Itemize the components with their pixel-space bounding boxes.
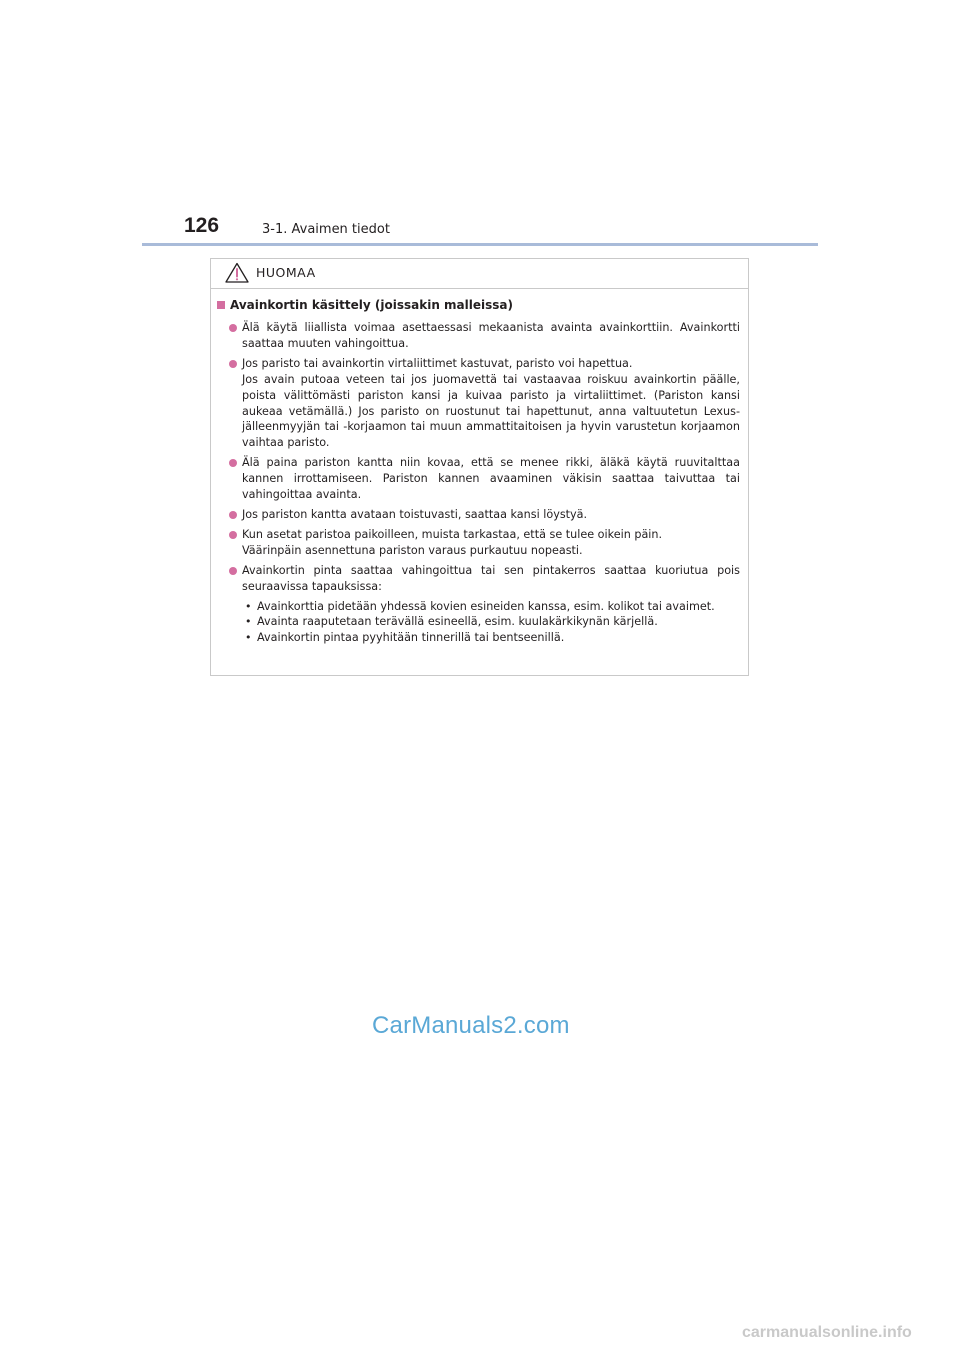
dot-bullet-icon: • bbox=[245, 615, 252, 629]
notice-heading bbox=[211, 297, 748, 314]
notice-subitem bbox=[242, 630, 740, 646]
notice-item-text: Jos pariston kantta avataan toistuvasti, saattaa kansi löystyä. bbox=[242, 507, 588, 521]
notice-item bbox=[242, 320, 740, 352]
round-bullet-icon bbox=[229, 567, 237, 575]
notice-item-text: Väärinpäin asennettuna pariston varaus purkautuu nopeasti. bbox=[242, 543, 583, 557]
notice-header bbox=[211, 259, 748, 289]
notice-subitem-text: Avainkorttia pidetään yhdessä kovien esineiden kanssa, esim. kolikot tai avaimet. bbox=[257, 599, 715, 613]
dot-bullet-icon: • bbox=[245, 631, 252, 645]
round-bullet-icon bbox=[229, 511, 237, 519]
notice-body bbox=[211, 297, 748, 650]
header-rule bbox=[142, 243, 818, 246]
notice-item-text: Älä käytä liiallista voimaa asettaessasi mekaanista avainta avainkorttiin. Avainkortti saattaa muuten vahingoittua. bbox=[242, 321, 740, 350]
notice-item bbox=[242, 455, 740, 503]
notice-item bbox=[242, 563, 740, 647]
notice-label: HUOMAA bbox=[256, 265, 316, 280]
notice-subitem bbox=[242, 599, 740, 615]
notice-item-text: Kun asetat paristoa paikoilleen, muista tarkastaa, että se tulee oikein päin. bbox=[242, 527, 663, 541]
notice-item bbox=[242, 507, 740, 523]
notice-item bbox=[242, 527, 740, 559]
round-bullet-icon bbox=[229, 459, 237, 467]
notice-item-text: Älä paina pariston kantta niin kovaa, että se menee rikki, äläkä käytä ruuvitalttaa kannen irrottamiseen. Pariston kannen avaaminen väkisin saattaa taivuttaa tai vahingoittaa avainta. bbox=[242, 456, 740, 502]
notice-heading-text: Avainkortin käsittely (joissakin malleissa) bbox=[230, 298, 513, 312]
dot-bullet-icon: • bbox=[245, 599, 252, 613]
notice-subitem bbox=[242, 614, 740, 630]
notice-item-text: Jos paristo tai avainkortin virtaliittimet kastuvat, paristo voi hapettua. bbox=[242, 356, 633, 370]
round-bullet-icon bbox=[229, 324, 237, 332]
notice-item bbox=[242, 356, 740, 451]
notice-item-text: Jos avain putoaa veteen tai jos juomavettä tai vastaavaa roiskuu avainkortin päälle, poista välittömästi pariston kansi ja kuivaa paristo ja virtaliittimet. (Pariston kansi aukeaa vetämällä.) Jos paristo on ruostunut tai hapettunut, anna valtuutetun Lexus-jälleenmyyjän tai -korjaamon tai muun ammattitaitoisen ja hyvin varustetun korjaamon vaihtaa paristo. bbox=[242, 372, 740, 450]
notice-box bbox=[210, 258, 749, 676]
page-number: 126 bbox=[184, 214, 220, 237]
round-bullet-icon bbox=[229, 360, 237, 368]
notice-subitem-text: Avainta raaputetaan terävällä esineellä, esim. kuulakärkikynän kärjellä. bbox=[257, 615, 658, 629]
notice-item-text: Avainkortin pinta saattaa vahingoittua tai sen pintakerros saattaa kuoriutua pois seuraavissa tapauksissa: bbox=[242, 563, 740, 593]
notice-subitems bbox=[242, 599, 740, 647]
footer-watermark: carmanualsonline.info bbox=[742, 1324, 912, 1341]
square-bullet-icon bbox=[217, 301, 225, 309]
section-title: 3-1. Avaimen tiedot bbox=[262, 222, 390, 237]
warning-triangle-icon bbox=[225, 262, 249, 283]
round-bullet-icon bbox=[229, 531, 237, 539]
notice-items bbox=[211, 320, 748, 646]
notice-subitem-text: Avainkortin pintaa pyyhitään tinnerillä tai bentseenillä. bbox=[257, 631, 565, 645]
watermark: CarManuals2.com bbox=[372, 1012, 570, 1039]
